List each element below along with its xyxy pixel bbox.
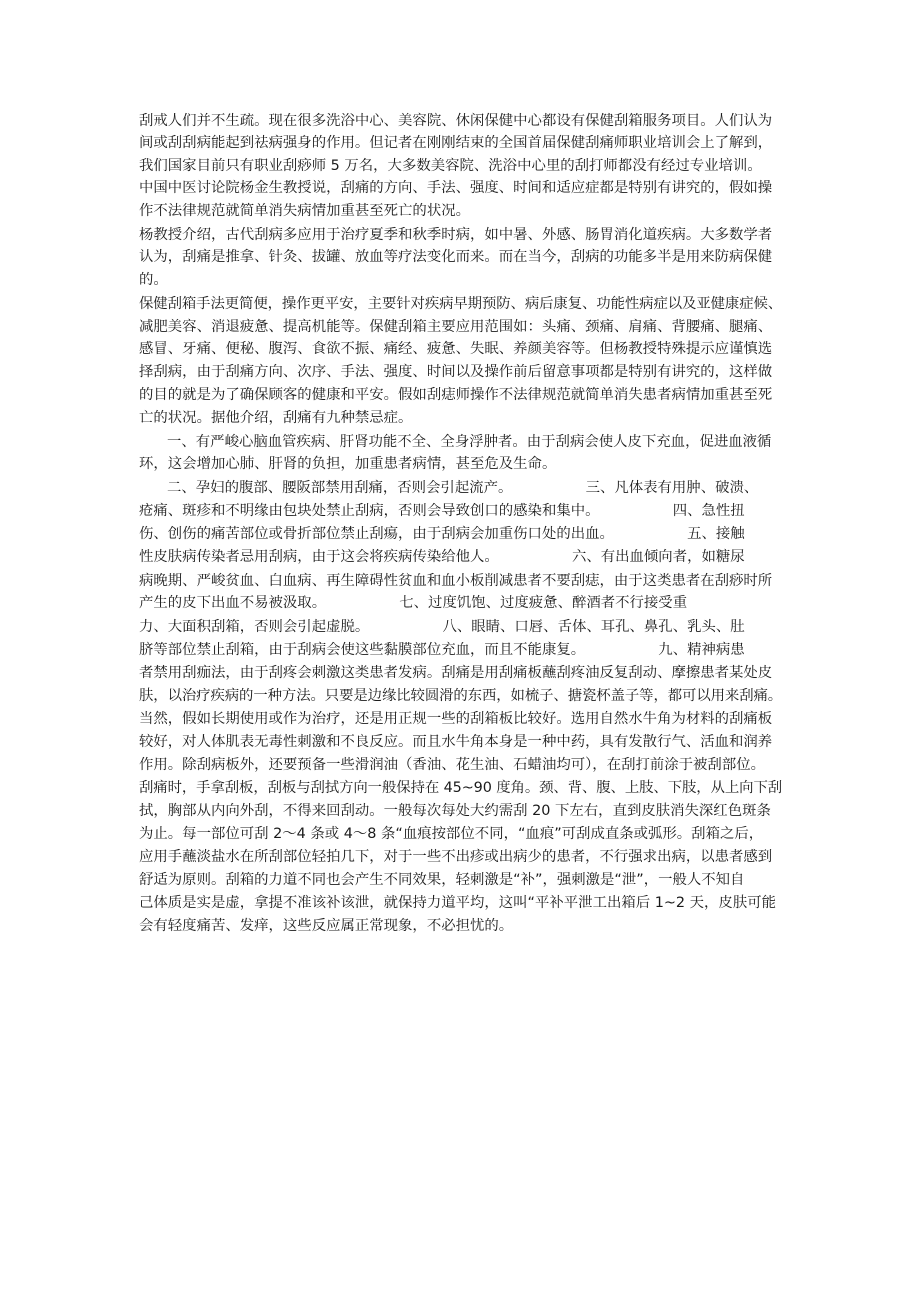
text-line: 环，这会增加心肺、肝肾的负担，加重患者病情，甚至危及生命。: [139, 456, 557, 472]
text-line: 肤，以治疗疾病的一种方法。只要是边缘比较圆滑的东西，如梳子、搪瓷杯盖子等，都可以用来刮痛。: [139, 688, 783, 704]
text-line: 我们国家目前只有职业刮痧师 5 万名，大多数美容院、洗浴中心里的刮打师都没有经过专业培训。: [139, 158, 762, 174]
text-line: 当然，假如长期使用或作为治疗，还是用正规一些的刮箱板比较好。选用自然水牛角为材料的刮痛板: [139, 711, 773, 727]
text-line: 己体质是实是虚，拿提不准该补该泄，就保持力道平均，这叫“平补平泄工出箱后 1~2 天，皮肤可能: [139, 895, 776, 911]
text-line: 应用手蘸淡盐水在所刮部位轻拍几下，对于一些不出疹或出病少的患者，不行强求出病，以患者感到: [139, 849, 773, 865]
text-line: 间或刮刮病能起到祛病强身的作用。但记者在刚刚结束的全国首届保健刮痛师职业培训会上了解到，: [139, 135, 773, 151]
text-line: 认为，刮痛是推拿、针灸、拔罐、放血等疗法变化而来。而在当今，刮病的功能多半是用来防病保健: [139, 249, 773, 265]
text-line: 刮戒人们并不生疏。现在很多洗浴中心、美容院、休闲保健中心都设有保健刮箱服务项目。人们认为: [139, 113, 773, 129]
text-line: 刮痛时，手拿刮板，刮板与刮拭方向一般保持在 45~90 度角。颈、背、腹、上肢、下肢，从上向下刮: [139, 780, 783, 796]
text-line: 为止。每一部位可刮 2～4 条或 4～8 条“血痕按部位不同，“血痕”可刮成直条或弧形。刮箱之后，: [139, 826, 764, 842]
text-line: 脐等部位禁止刮箱，由于刮病会使这些黏膜部位充血，而且不能康复。 九、精神病患: [139, 642, 745, 658]
text-line: 的。: [139, 272, 168, 288]
text-line: 作用。除刮病板外，还要预备一些滑润油（香油、花生油、石蜡油均可），在刮打前涂于被刮部位。: [139, 757, 765, 773]
text-line: 亡的状况。据他介绍，刮痛有九种禁忌症。: [139, 410, 413, 426]
text-line: 较好，对人体肌表无毒性刺激和不良反应。而且水牛角本身是一种中药，具有发散行气、活血和润养: [139, 734, 773, 750]
text-line: 二、孕妇的腹部、腰阪部禁用刮痛，否则会引起流产。 三、凡体表有用肿、破溃、: [167, 480, 759, 496]
text-line: 产生的皮下出血不易被汲取。 七、过度饥饱、过度疲惫、醉酒者不行接受重: [139, 595, 688, 611]
text-line: 中国中医讨论院杨金生教授说，刮痛的方向、手法、强度、时间和适应症都是特别有讲究的，假如操: [139, 180, 773, 196]
text-line: 会有轻度痛苦、发痒，这些反应属正常现象，不必担忧的。: [139, 918, 514, 934]
text-line: 伤、创伤的痛苦部位或骨折部位禁止刮瘍，由于刮病会加重伤口处的出血。 五、接触: [139, 526, 745, 542]
text-line: 的目的就是为了确保顾客的健康和平安。假如刮痣师操作不法律规范就简单消失患者病情加重甚至死: [139, 387, 773, 403]
text-line: 感冒、牙痛、便秘、腹泻、食欲不振、痛经、疲惫、失眠、养颜美容等。但杨教授特殊提示应谨慎选: [139, 341, 773, 357]
text-line: 保健刮箱手法更简便，操作更平安，主要针对疾病早期预防、病后康复、功能性病症以及亚健康症候、: [139, 296, 783, 312]
text-line: 减肥美容、消退疲惫、提高机能等。保健刮箱主要应用范围如：头痛、颈痛、肩痛、背腰痛、腿痛、: [139, 319, 773, 335]
text-line: 择刮病，由于刮痛方向、次序、手法、强度、时间以及操作前后留意事项都是特别有讲究的，这样做: [139, 364, 773, 380]
text-line: 力、大面积刮箱，否则会引起虚脱。 八、眼睛、口唇、舌体、耳孔、鼻孔、乳头、肚: [139, 619, 745, 635]
text-line: 性皮肤病传染者忌用刮病，由于这会将疾病传染给他人。 六、有出血倾向者，如糖尿: [139, 549, 745, 565]
text-line: 疮痛、斑疹和不明缘由包块处禁止刮病，否则会导致创口的感染和集中。 四、急性扭: [139, 503, 745, 519]
text-line: 作不法律规范就简单消失病情加重甚至死亡的状况。: [139, 203, 470, 219]
text-line: 杨教授介绍，古代刮病多应用于治疗夏季和秋季时病，如中暑、外感、肠胃消化道疾病。大多数学者: [139, 227, 773, 243]
text-line: 病晚期、严峻贫血、白血病、再生障碍性贫血和血小板削减患者不要刮痣，由于这类患者在刮痧时所: [139, 573, 773, 589]
text-line: 一、有严峻心脑血管疾病、肝肾功能不全、全身浮肿者。由于刮病会使人皮下充血，促进血液循: [167, 434, 772, 450]
text-line: 拭，胸部从内向外刮，不得来回刮动。一般每次每处大约需刮 20 下左右，直到皮肤消失深红色斑条: [139, 803, 771, 819]
text-line: 舒适为原则。刮箱的力道不同也会产生不同效果，轻刺激是“补”，强刺激是“泄”，一般人不知自: [139, 872, 745, 888]
text-line: 者禁用刮痂法，由于刮疼会刺激这类患者发病。刮痛是用刮痛板蘸刮疼油反复刮动、摩擦患者某处皮: [139, 665, 773, 681]
